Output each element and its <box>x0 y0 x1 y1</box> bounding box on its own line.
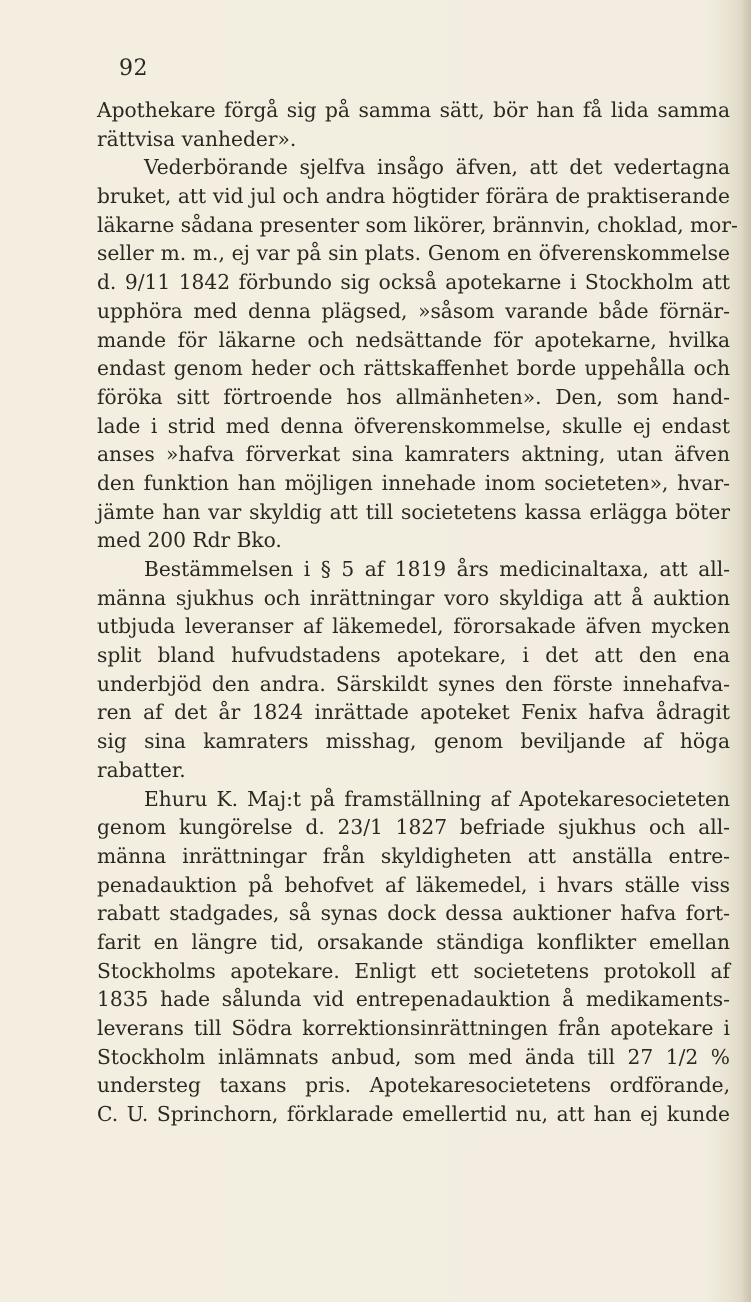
text-line: understeg taxans pris. Apotekaresocietetens ordförande, <box>97 1073 730 1098</box>
text-line: med 200 Rdr Bko. <box>97 528 282 553</box>
text-line: sig sina kamraters misshag, genom beviljande af höga <box>97 729 730 754</box>
page-number: 92 <box>119 56 148 81</box>
text-line: männa sjukhus och inrättningar voro skyldiga att å auktion <box>97 585 730 610</box>
text-line: 1835 hade sålunda vid entrepenadauktion å medikaments- <box>97 987 730 1012</box>
text-line: Vederbörande sjelfva insågo äfven, att det vedertagna <box>144 155 730 180</box>
text-line: endast genom heder och rättskaffenhet borde uppehålla och <box>97 356 730 381</box>
text-line: farit en längre tid, orsakande ständiga konflikter emellan <box>97 929 730 954</box>
text-line: leverans till Södra korrektionsinrättningen från apotekare i <box>97 1016 730 1040</box>
text-line: mande för läkarne och nedsättande för apotekarne, hvilka <box>97 327 730 352</box>
text-line: utbjuda leveranser af läkemedel, förorsakade äfven mycken <box>97 614 730 639</box>
text-line: C. U. Sprinchorn, förklarade emellertid nu, att han ej kunde <box>97 1102 730 1127</box>
text-line: anses »hafva förverkat sina kamraters aktning, utan äfven <box>97 442 730 467</box>
page-edge <box>741 0 751 1302</box>
text-line: genom kungörelse d. 23/1 1827 befriade sjukhus och all- <box>97 815 730 840</box>
text-line: Bestämmelsen i § 5 af 1819 års medicinaltaxa, att all- <box>144 557 730 581</box>
text-line: Apothekare förgå sig på samma sätt, bör han få lida samma <box>97 98 730 122</box>
body-text <box>97 96 738 1129</box>
text-line: bruket, att vid jul och andra högtider förära de praktiserande <box>97 184 730 209</box>
text-line: läkarne sådana presenter som likörer, brännvin, choklad, mor- <box>97 212 738 237</box>
text-line: männa inrättningar från skyldigheten att anställa entre- <box>97 843 730 868</box>
text-line: ren af det år 1824 inrättade apoteket Fenix hafva ådragit <box>97 700 730 725</box>
text-line: Stockholms apotekare. Enligt ett societetens protokoll af <box>97 958 730 983</box>
text-line: d. 9/11 1842 förbundo sig också apotekarne i Stockholm att <box>97 270 730 295</box>
text-line: rabatter. <box>97 757 186 782</box>
text-line: split bland hufvudstadens apotekare, i det att den ena <box>97 643 730 668</box>
text-line: underbjöd den andra. Särskildt synes den förste innehafva- <box>97 671 730 696</box>
text-line: rabatt stadgades, så synas dock dessa auktioner hafva fort- <box>97 901 730 926</box>
text-line: lade i strid med denna öfverenskommelse, skulle ej endast <box>97 413 730 438</box>
text-line: föröka sitt förtroende hos allmänheten». Den, som hand- <box>97 384 730 409</box>
text-line: Stockholm inlämnats anbud, som med ända till 27 1/2 % <box>97 1044 730 1069</box>
text-line: seller m. m., ej var på sin plats. Genom en öfverenskommelse <box>97 241 730 266</box>
text-line: jämte han var skyldig att till societetens kassa erlägga böter <box>97 499 730 524</box>
text-line: upphöra med denna plägsed, »såsom varande både förnär- <box>97 298 730 323</box>
text-line: den funktion han möjligen innehade inom societeten», hvar- <box>97 470 730 495</box>
text-line: rättvisa vanheder». <box>97 126 297 151</box>
text-line: penadauktion på behofvet af läkemedel, i hvars ställe viss <box>97 872 730 897</box>
text-line: Ehuru K. Maj:t på framställning af Apotekaresocieteten <box>144 786 730 811</box>
